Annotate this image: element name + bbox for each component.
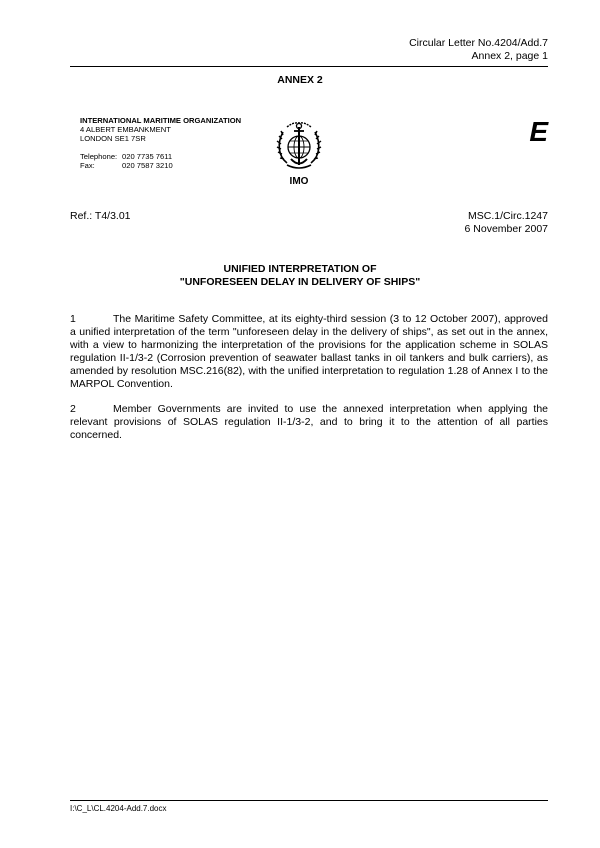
circular-date: 6 November 2007 bbox=[464, 223, 548, 235]
paragraph-1 bbox=[70, 313, 548, 391]
paragraph-2 bbox=[70, 403, 548, 442]
imo-emblem-logo bbox=[273, 119, 325, 171]
circular-reference bbox=[465, 210, 548, 236]
footer-file-path: I:\C_L\CL.4204-Add.7.docx bbox=[70, 804, 167, 813]
annex-title: ANNEX 2 bbox=[277, 74, 323, 86]
paragraph-number: 2 bbox=[70, 403, 76, 415]
paragraph-text: Member Governments are invited to use the annexed interpretation when applying the relevant provisions of SOLAS regulation II-1/3-2, and to bring it to the attention of all parties concerned. bbox=[70, 403, 548, 441]
organization-block bbox=[80, 116, 241, 170]
circular-number: MSC.1/Circ.1247 bbox=[468, 210, 548, 222]
document-title-line2: "UNFORESEEN DELAY IN DELIVERY OF SHIPS" bbox=[179, 276, 421, 288]
organization-address-line1: 4 ALBERT EMBANKMENT bbox=[80, 125, 171, 134]
fax-label: Fax: bbox=[80, 161, 95, 170]
fax-line bbox=[80, 161, 241, 170]
telephone-line bbox=[80, 152, 241, 161]
footer-divider bbox=[70, 800, 548, 801]
telephone-label: Telephone: bbox=[80, 152, 118, 161]
document-title bbox=[0, 263, 600, 289]
fax-number: 020 7587 3210 bbox=[122, 161, 173, 170]
circular-letter-number: Circular Letter No.4204/Add.7 bbox=[409, 37, 548, 49]
page-header bbox=[409, 37, 548, 63]
organization-address-line2: LONDON SE1 7SR bbox=[80, 134, 146, 143]
paragraph-text: The Maritime Safety Committee, at its eighty-third session (3 to 12 October 2007), approved a unified interpretation of the term "unforeseen delay in the delivery of ships", as set out in the annex, with a view to harmonizing the interpretation of the provisions for the application scheme in SOLAS regulation II-1/3-2 (Corrosion prevention of seawater ballast tanks in oil tankers and bulk carriers), as amended by resolution MSC.216(82), with the unified interpretation to regulation 1.28 of Annex I to the MARPOL Convention. bbox=[70, 313, 548, 390]
reference-number: Ref.: T4/3.01 bbox=[70, 210, 131, 222]
header-divider bbox=[70, 66, 548, 67]
imo-label: IMO bbox=[289, 176, 309, 187]
document-title-line1: UNIFIED INTERPRETATION OF bbox=[223, 263, 377, 275]
language-letter: E bbox=[529, 116, 548, 147]
organization-name: INTERNATIONAL MARITIME ORGANIZATION bbox=[80, 116, 242, 125]
telephone-number: 020 7735 7611 bbox=[122, 152, 173, 161]
paragraph-number: 1 bbox=[70, 313, 76, 325]
annex-page-number: Annex 2, page 1 bbox=[471, 50, 548, 62]
organization-contact bbox=[80, 152, 241, 170]
